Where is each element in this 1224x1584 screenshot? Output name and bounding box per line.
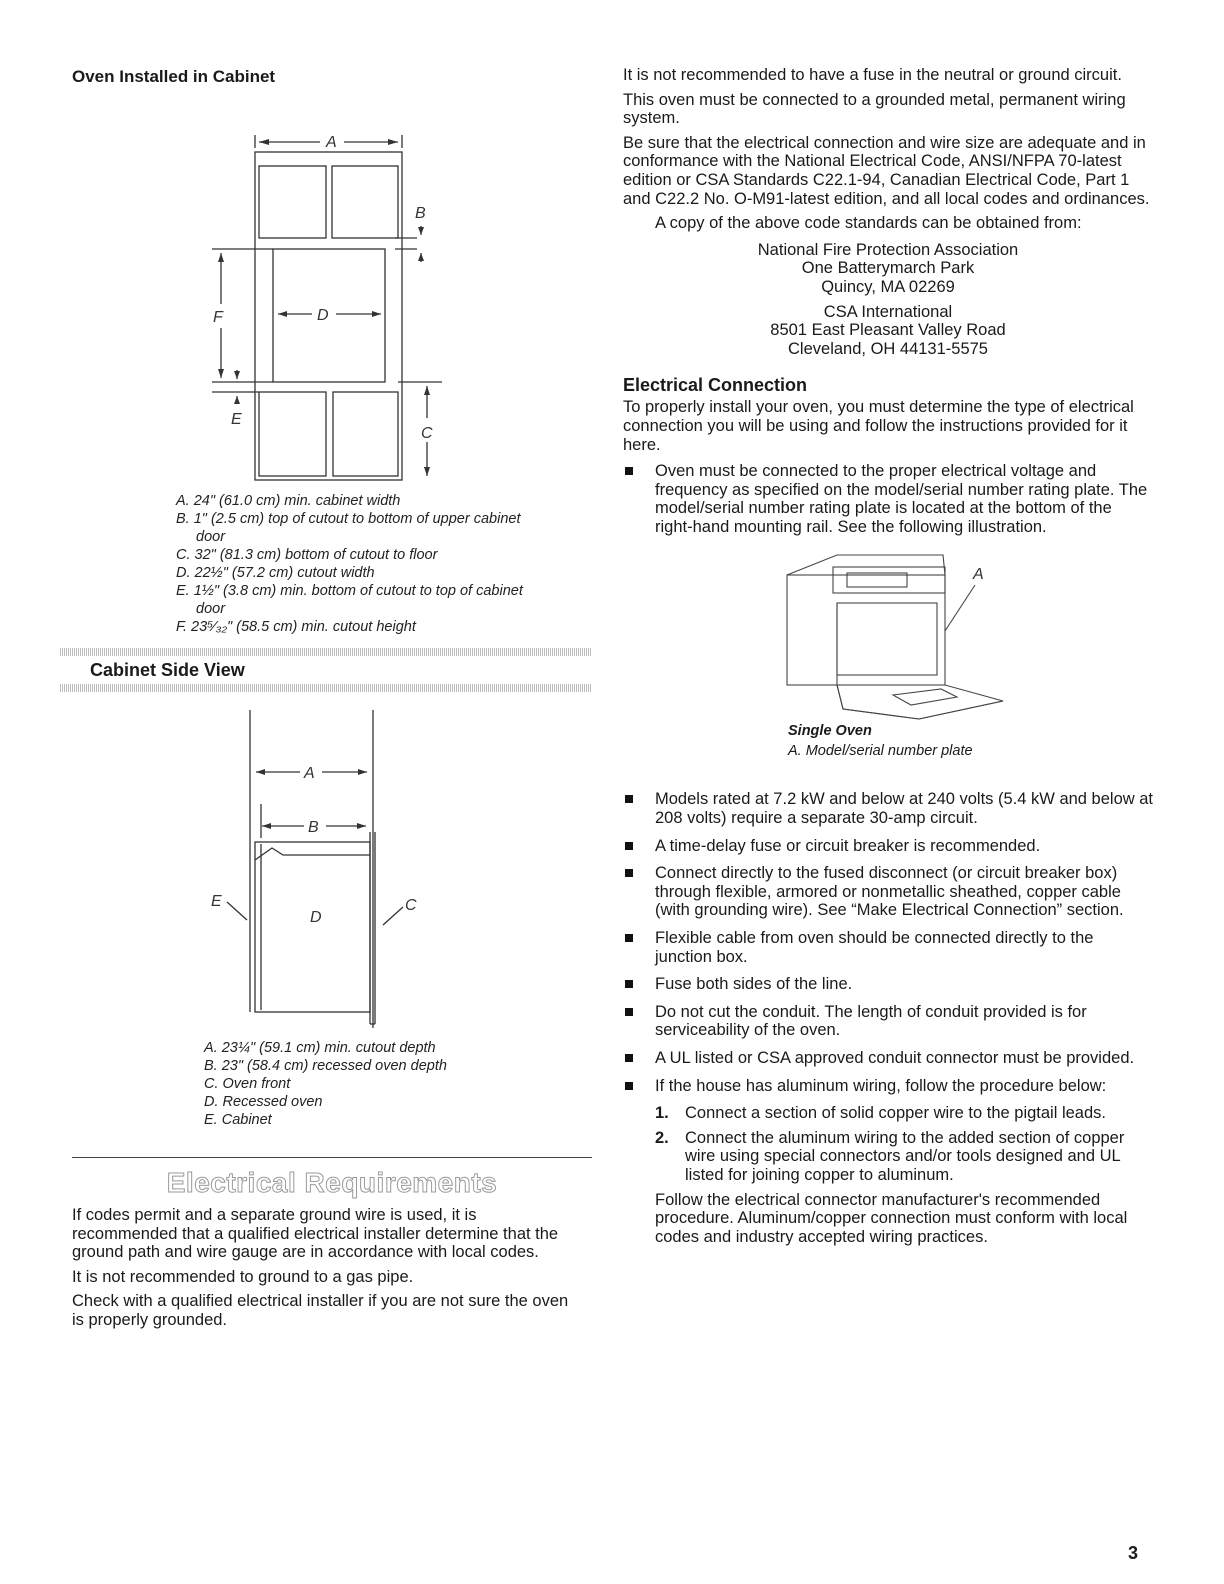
- label-d: D: [317, 307, 329, 324]
- step-number: 2.: [655, 1128, 669, 1147]
- side-label-d: D: [310, 909, 322, 926]
- single-oven-figure: [623, 545, 1153, 790]
- label-a: A: [326, 134, 337, 151]
- legend-item: B. 23" (58.4 cm) recessed oven depth: [204, 1058, 447, 1074]
- electrical-connection-heading: Electrical Connection: [623, 375, 808, 396]
- list-item: A time-delay fuse or circuit breaker is recommended.: [623, 837, 1153, 856]
- side-view-legend: [204, 1039, 564, 1129]
- address-nfpa: [623, 241, 1153, 297]
- cabinet-front-diagram: [72, 96, 592, 486]
- legend-item: F. 23⁵⁄₃₂" (58.5 cm) min. cutout height: [176, 619, 416, 635]
- legend-item: A. 23¼" (59.1 cm) min. cutout depth: [204, 1040, 436, 1056]
- side-label-a: A: [304, 765, 315, 782]
- copy-note: A copy of the above code standards can be obtained from:: [655, 214, 1082, 233]
- section-divider: [72, 1157, 592, 1158]
- list-item: Oven must be connected to the proper electrical voltage and frequency as specified on the model/serial number rating plate. The model/serial number rating plate is located at the bottom of the right-hand mounting rail. See the following illustration.: [623, 462, 1153, 536]
- side-label-e: E: [211, 893, 222, 910]
- legend-item: C. Oven front: [204, 1076, 291, 1092]
- address-csa: [623, 303, 1153, 359]
- address-line: CSA International: [823, 302, 953, 321]
- label-f: F: [213, 309, 223, 326]
- electrical-connection-bullets-first: [623, 462, 1153, 536]
- paragraph: Check with a qualified electrical installer if you are not sure the oven is properly grounded.: [72, 1292, 569, 1329]
- electrical-connection-intro: To properly install your oven, you must determine the type of electrical connection you will be using and follow the instructions provided for it here.: [623, 398, 1134, 454]
- list-item: Connect directly to the fused disconnect (or circuit breaker box) through flexible, armored or nonmetallic sheathed, copper cable (with grounding wire). See “Make Electrical Connection” section.: [623, 864, 1153, 920]
- address-line: One Batterymarch Park: [801, 259, 975, 278]
- legend-item: C. 32" (81.3 cm) bottom of cutout to floor: [176, 547, 438, 563]
- section-band-bottom: [60, 684, 592, 692]
- list-item: Models rated at 7.2 kW and below at 240 volts (5.4 kW and below at 208 volts) require a separate 30-amp circuit.: [623, 790, 1153, 827]
- side-view-drawing: [72, 710, 592, 1030]
- left-column: [72, 66, 592, 636]
- oven-installed-heading: Oven Installed in Cabinet: [72, 67, 276, 86]
- step-text: Connect a section of solid copper wire to the pigtail leads.: [685, 1104, 1106, 1123]
- cabinet-front-drawing: [72, 96, 592, 481]
- address-line: Quincy, MA 02269: [821, 277, 955, 296]
- closing-paragraph: Follow the electrical connector manufacturer's recommended procedure. Aluminum/copper connection must conform with local codes and industry accepted wiring practices.: [655, 1190, 1128, 1246]
- cabinet-side-view-heading: Cabinet Side View: [90, 660, 245, 680]
- paragraph: If codes permit and a separate ground wire is used, it is recommended that a qualified electrical installer determine that the ground path and wire gauge are in accordance with local codes.: [72, 1206, 559, 1262]
- list-item: Do not cut the conduit. The length of conduit provided is for serviceability of the oven.: [623, 1003, 1153, 1040]
- side-label-b: B: [308, 819, 319, 836]
- list-item: If the house has aluminum wiring, follow the procedure below:: [623, 1077, 1153, 1096]
- figure-title: Single Oven: [788, 723, 872, 740]
- aluminum-steps: [655, 1104, 1153, 1184]
- section-band-top: [60, 648, 592, 656]
- single-oven-drawing: [623, 545, 1153, 745]
- address-line: 8501 East Pleasant Valley Road: [770, 321, 1006, 340]
- page-number: 3: [1128, 1543, 1139, 1563]
- legend-item: D. 22½" (57.2 cm) cutout width: [176, 565, 375, 581]
- step-number: 1.: [655, 1104, 669, 1123]
- address-line: National Fire Protection Association: [757, 240, 1019, 259]
- legend-item: E. Cabinet: [204, 1112, 272, 1128]
- paragraph: This oven must be connected to a grounded metal, permanent wiring system.: [623, 90, 1126, 128]
- step-text: Connect the aluminum wiring to the added section of copper wire using special connectors and/or tools designed and UL listed for joining copper to aluminum.: [685, 1128, 1125, 1184]
- paragraph: Be sure that the electrical connection and wire size are adequate and in conformance with the National Electrical Code, ANSI/NFPA 70-latest edition or CSA Standards C22.1-94, Canadian Electrical Code, Part 1 and C22.2 No. O-M91-latest edition, and all local codes and ordinances.: [623, 133, 1150, 208]
- paragraph: It is not recommended to ground to a gas pipe.: [72, 1267, 414, 1286]
- list-item: Flexible cable from oven should be connected directly to the junction box.: [623, 929, 1153, 966]
- legend-item: B. 1" (2.5 cm) top of cutout to bottom of upper cabinet door: [176, 511, 521, 545]
- electrical-requirements-heading: Electrical Requirements: [166, 1167, 498, 1198]
- legend-item: D. Recessed oven: [204, 1094, 323, 1110]
- electrical-requirements-body: [72, 1206, 582, 1336]
- step-item: [655, 1104, 1153, 1123]
- label-e: E: [231, 411, 242, 428]
- right-column: [623, 66, 1153, 1252]
- figure-caption: A. Model/serial number plate: [788, 743, 973, 760]
- paragraph: It is not recommended to have a fuse in the neutral or ground circuit.: [623, 66, 1122, 84]
- label-b: B: [415, 205, 426, 222]
- side-view-diagram: [72, 710, 592, 1035]
- address-line: Cleveland, OH 44131-5575: [788, 339, 988, 358]
- electrical-connection-bullets: [623, 790, 1153, 1095]
- side-label-c: C: [405, 897, 417, 914]
- cabinet-front-legend: [176, 492, 536, 636]
- list-item: A UL listed or CSA approved conduit connector must be provided.: [623, 1049, 1153, 1068]
- legend-item: E. 1½" (3.8 cm) min. bottom of cutout to top of cabinet door: [176, 583, 523, 617]
- step-item: [655, 1129, 1153, 1185]
- list-item: Fuse both sides of the line.: [623, 975, 1153, 994]
- legend-item: A. 24" (61.0 cm) min. cabinet width: [176, 493, 401, 509]
- label-c: C: [421, 425, 433, 442]
- oven-label-a: A: [973, 566, 984, 584]
